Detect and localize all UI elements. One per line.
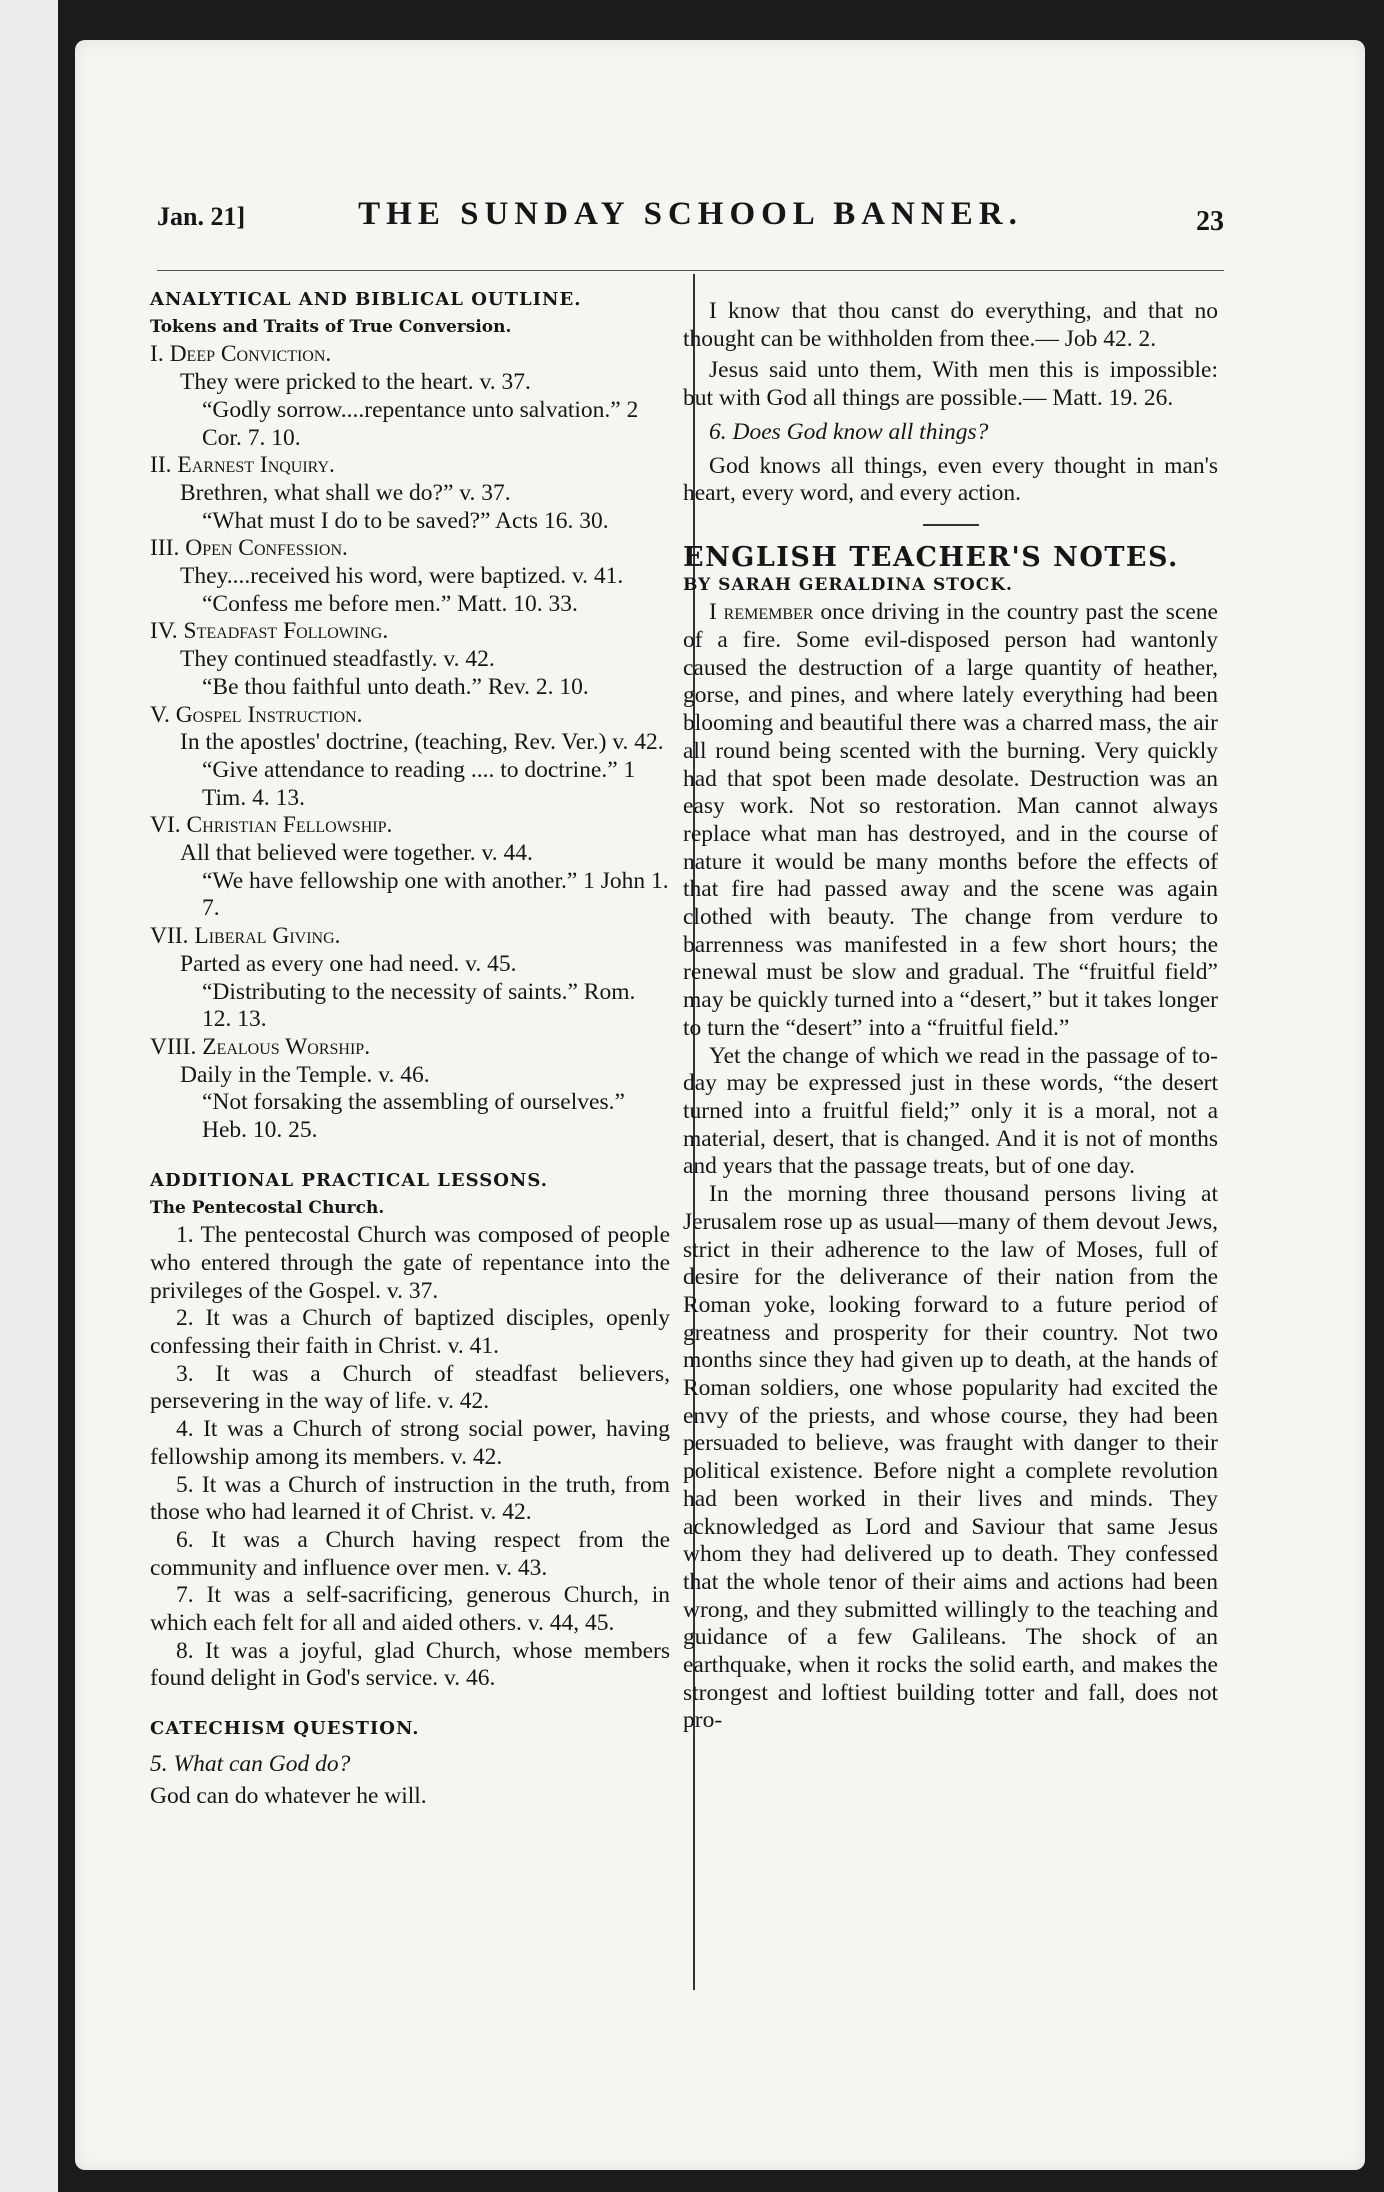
page-number: 23 [1196, 206, 1224, 237]
lesson-item: 3. It was a Church of steadfast believers, persevering in the way of life. v. 42. [150, 1360, 670, 1415]
outline-item-text: Brethren, what shall we do?” v. 37. [180, 479, 511, 506]
outline-item-scripture: “Be thou faithful unto death.” Rev. 2. 10. [202, 673, 589, 700]
outline-item-heading [150, 1034, 670, 1062]
lesson-item: 4. It was a Church of strong social power, having fellowship among its members. v. 42. [150, 1416, 670, 1470]
outline-item-number: I. [150, 341, 164, 368]
outline-item-title: Earnest Inquiry. [177, 452, 335, 479]
catechism-question-5: 5. What can God do? [150, 1750, 351, 1777]
section-rule [923, 524, 979, 526]
notes-lead-words: I remember [709, 599, 814, 626]
outline-item-title: Deep Conviction. [169, 341, 332, 368]
outline-item-scripture: “What must I do to be saved?” Acts 16. 30. [202, 507, 609, 534]
header-rule [157, 270, 1224, 271]
outline-item-title: Zealous Worship. [202, 1033, 371, 1060]
outline-item-title: Gospel Instruction. [175, 701, 363, 728]
outline-item-number: VII. [150, 923, 189, 950]
outline-item-text: Parted as every one had need. v. 45. [180, 950, 517, 977]
lesson-item: 6. It was a Church having respect from the community and influence over men. v. 43. [150, 1526, 670, 1581]
catechism-answer-6: God knows all things, even every thought in man's heart, every word, and every action. [683, 452, 1218, 507]
lesson-item: 5. It was a Church of instruction in the truth, from those who had learned it of Christ. v. 42. [150, 1471, 670, 1526]
outline-item-scripture: “Give attendance to reading .... to doctrine.” 1 Tim. 4. 13. [202, 756, 636, 811]
outline-item-number: II. [150, 452, 172, 479]
outline-item-heading [150, 812, 670, 840]
outline-item-heading [150, 341, 670, 369]
english-notes-heading: ENGLISH TEACHER'S NOTES. [683, 541, 1179, 573]
outline-item-heading [150, 452, 670, 480]
outline-item-title: Christian Fellowship. [186, 812, 393, 839]
lesson-item: 8. It was a joyful, glad Church, whose members found delight in God's service. v. 46. [150, 1637, 670, 1692]
notes-paragraph-1-text: once driving in the country past the scene of a fire. Some evil-disposed person had wantonly caused the destruction of a large quantity of heather, gorse, and pines, and where lately everything had been blooming and beautiful there was a charred mass, the air all round being scented with the burning. Very quickly had that spot been made desolate. Destruction was an easy work. Not so restoration. Man cannot always replace what man has destroyed, and in the course of nature it would be many months before the effects of that fire had passed away and the scene was again clothed with beauty. The change from verdure to barrenness was manifested in a few short hours; the renewal must be slow and gradual. The “fruitful field” may be quickly turned into a “desert,” but it takes longer to turn the “desert” into a “fruitful field.” [683, 599, 1218, 1041]
english-notes-byline: BY SARAH GERALDINA STOCK. [683, 574, 1013, 595]
outline-item-title: Open Confession. [185, 535, 348, 562]
publication-title: THE SUNDAY SCHOOL BANNER. [358, 196, 1023, 232]
outline-list [150, 341, 670, 1144]
outline-item-heading [150, 702, 670, 730]
lessons-heading: ADDITIONAL PRACTICAL LESSONS. [150, 1169, 548, 1191]
notes-paragraph-1 [683, 599, 1218, 1042]
outline-item-heading [150, 923, 670, 951]
outline-heading: ANALYTICAL AND BIBLICAL OUTLINE. [150, 289, 582, 310]
outline-item-number: V. [150, 701, 170, 728]
outline-item-number: IV. [150, 618, 178, 645]
outline-item-scripture: “Godly sorrow....repentance unto salvation.” 2 Cor. 7. 10. [202, 396, 639, 451]
outline-item-scripture: “Confess me before men.” Matt. 10. 33. [202, 590, 578, 617]
catechism-answer-5: God can do whatever he will. [150, 1782, 427, 1809]
notes-paragraph-2: Yet the change of which we read in the passage of to-day may be expressed just in these words, “the desert turned into a fruitful field;” only it is a moral, not a material, desert, that is changed. And it is not of months and years that the passage treats, but of one day. [683, 1042, 1218, 1180]
outline-item-number: VI. [150, 812, 181, 839]
outline-item-text: Daily in the Temple. v. 46. [180, 1061, 430, 1088]
outline-subheading: Tokens and Traits of True Conversion. [150, 316, 512, 337]
lessons-list [150, 1222, 670, 1693]
lessons-subheading: The Pentecostal Church. [150, 1197, 385, 1218]
issue-date: Jan. 21] [157, 202, 246, 231]
outline-item-heading [150, 618, 670, 646]
notes-paragraph-3: In the morning three thousand persons living at Jerusalem rose up as usual—many of them devout Jews, strict in their adherence to the law of Moses, full of desire for the deliverance of their nation from the Roman yoke, looking forward to a future period of greatness and prosperity for their country. Not two months since they had given up to death, at the hands of Roman soldiers, one whose popularity had excited the envy of the priests, and whose course, they had been persuaded to believe, was fraught with danger to their political existence. Before night a complete revolution had been worked in their lives and minds. They acknowledged as Lord and Saviour that same Jesus whom they had delivered up to death. They confessed that the whole tenor of their aims and actions had been wrong, and they submitted willingly to the teaching and guidance of a few Galileans. The shock of an earthquake, when it rocks the solid earth, and makes the strongest and loftiest building totter and fall, does not pro- [683, 1181, 1218, 1734]
outline-item-title: Steadfast Following. [183, 618, 389, 645]
lesson-item: 1. The pentecostal Church was composed of people who entered through the gate of repentance into the privileges of the Gospel. v. 37. [150, 1222, 670, 1304]
catechism-answer-5-scripture-1: I know that thou canst do everything, and that no thought can be withholden from thee.— Job 42. 2. [683, 298, 1218, 352]
left-column [150, 282, 670, 1810]
outline-item-text: They....received his word, were baptized. v. 41. [180, 563, 624, 590]
outline-item-heading [150, 535, 670, 563]
outline-item-text: In the apostles' doctrine, (teaching, Rev. Ver.) v. 42. [180, 729, 664, 756]
outline-item-number: III. [150, 535, 180, 562]
outline-item-scripture: “Not forsaking the assembling of ourselves.” Heb. 10. 25. [202, 1089, 625, 1144]
outline-item-text: They continued steadfastly. v. 42. [180, 646, 495, 673]
catechism-question-6: 6. Does God know all things? [709, 418, 989, 445]
outline-item-number: VIII. [150, 1033, 197, 1060]
catechism-answer-5-scripture-2: Jesus said unto them, With men this is impossible: but with God all things are possible.— Matt. 19. 26. [683, 357, 1218, 412]
outline-item-scripture: “Distributing to the necessity of saints.” Rom. 12. 13. [202, 978, 636, 1033]
lesson-item: 7. It was a self-sacrificing, generous Church, in which each felt for all and aided others. v. 44, 45. [150, 1582, 670, 1637]
lesson-item: 2. It was a Church of baptized disciples, openly confessing their faith in Christ. v. 41. [150, 1305, 670, 1360]
outline-item-title: Liberal Giving. [194, 923, 341, 950]
left-page-edge [0, 0, 58, 2192]
catechism-heading: CATECHISM QUESTION. [150, 1718, 420, 1740]
outline-item-text: All that believed were together. v. 44. [180, 840, 533, 867]
right-column [683, 298, 1218, 1735]
outline-item-scripture: “We have fellowship one with another.” 1 John 1. 7. [202, 867, 669, 922]
outline-item-text: They were pricked to the heart. v. 37. [180, 369, 531, 396]
page-header [157, 196, 1224, 246]
